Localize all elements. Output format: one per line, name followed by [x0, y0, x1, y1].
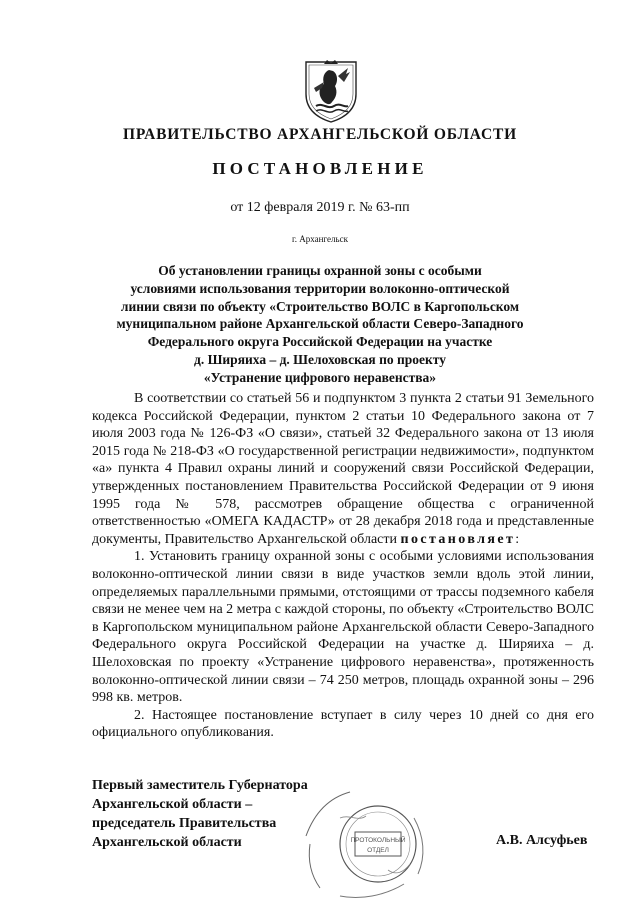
- stamp-line: ОТДЕЛ: [367, 847, 389, 854]
- preamble-paragraph: [92, 390, 594, 548]
- document-type: ПОСТАНОВЛЕНИЕ: [212, 159, 428, 178]
- decree-word: постановляет: [400, 531, 516, 547]
- stamp-line: ПРОТОКОЛЬНЫЙ: [350, 837, 406, 844]
- item-1-paragraph: 1. Установить границу охранной зоны с особыми условиями использования волоконно-оптической линии связи в виде участков земли вдоль этой линии, определяемых параллельными прямыми, отстоящими от трассы подземного кабеля связи не менее чем на 2 метра с каждой стороны, по объекту «Строительство ВОЛС в Каргопольском муниципальном районе Архангельской области Северо-Западного Федерального округа Российской Федерации на участке д. Ширяиха – д. Шелоховская по проекту «Устранение цифрового неравенства», протяженность волоконно-оптической линии связи – 74 250 метров, площадь охранной зоны – 296 998 кв. метров.: [92, 549, 594, 706]
- decree-colon: :: [515, 531, 520, 547]
- protocol-department-stamp: [300, 778, 430, 900]
- signatory-line: Первый заместитель Губернатора: [92, 778, 308, 793]
- date-number: от 12 февраля 2019 г. № 63-пп: [230, 200, 410, 215]
- title-line: Федерального округа Российской Федерации на участке: [147, 334, 493, 350]
- city: г. Архангельск: [292, 234, 348, 244]
- signatory-line: Архангельской области: [92, 835, 242, 850]
- government-name: ПРАВИТЕЛЬСТВО АРХАНГЕЛЬСКОЙ ОБЛАСТИ: [122, 126, 517, 143]
- item-2-paragraph: 2. Настоящее постановление вступает в силу через 10 дней со дня его официального опубликования.: [92, 707, 594, 741]
- preamble-text: В соответствии со статьей 56 и подпунктом 3 пункта 2 статьи 91 Земельного кодекса Российской Федерации, пунктом 2 статьи 10 Федерального закона от 7 июля 2003 года № 126-ФЗ «О связи», статьей 32 Федерального закона от 13 июля 2015 года № 218-ФЗ «О государственной регистрации недвижимости», подпунктом «а» пункта 4 Правил охраны линий и сооружений связи Российской Федерации, утвержденных постановлением Правительства Российской Федерации от 9 июня 1995 года № 578, рассмотрев обращение общества с ограниченной ответственностью «ОМЕГА КАДАСТР» от 28 декабря 2018 года и представленные документы, Правительство Архангельской области: [92, 391, 594, 547]
- title-line: условиями использования территории волоконно-оптической: [130, 280, 510, 296]
- title-line: Об установлении границы охранной зоны с особыми: [158, 263, 482, 278]
- signatory-position: [92, 776, 308, 852]
- title-line: «Устранение цифрового неравенства»: [203, 369, 437, 385]
- signatory-name: А.В. Алсуфьев: [496, 833, 588, 848]
- title-line: муниципальном районе Архангельской области Северо-Западного: [116, 316, 524, 332]
- coat-of-arms-icon: [302, 58, 360, 124]
- document-title: [100, 262, 540, 387]
- title-line: д. Ширяиха – д. Шелоховская по проекту: [194, 351, 446, 367]
- title-line: линии связи по объекту «Строительство ВОЛС в Каргопольском: [120, 298, 520, 314]
- document-body: [92, 390, 594, 742]
- signatory-line: председатель Правительства: [92, 816, 277, 831]
- signatory-line: Архангельской области –: [92, 797, 253, 812]
